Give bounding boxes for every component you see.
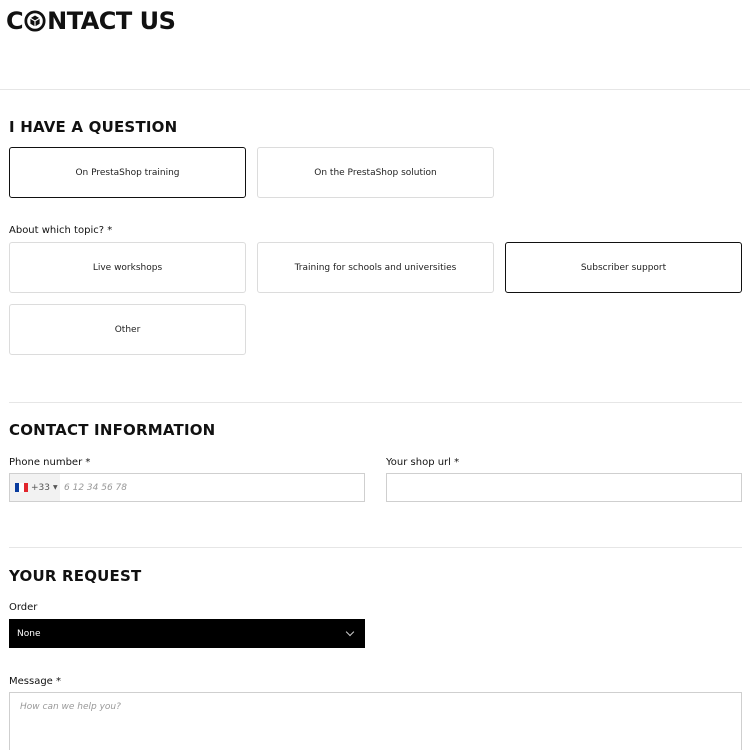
topic-label-text: Live workshops [92,262,163,273]
option-label: On PrestaShop training [75,167,180,178]
shop-url-input[interactable] [386,473,742,502]
topic-other[interactable] [9,304,246,355]
topic-label-text: Other [114,324,141,335]
section-divider [9,402,742,403]
message-label: Message * [9,676,62,687]
title-suffix: NTACT US [47,7,176,35]
phone-input[interactable] [60,474,364,501]
title-prefix: C [6,7,24,35]
france-flag-icon [15,483,28,492]
order-label: Order [9,602,38,613]
contact-heading: CONTACT INFORMATION [9,421,216,439]
topic-subscriber-support[interactable] [505,242,742,293]
topic-schools-universities[interactable] [257,242,494,293]
phone-field [9,473,365,502]
order-select[interactable] [9,619,365,648]
question-heading: I HAVE A QUESTION [9,118,178,136]
page-title [6,6,175,36]
topic-label: About which topic? * [9,225,113,236]
request-heading: YOUR REQUEST [9,567,142,585]
option-label: On the PrestaShop solution [314,167,437,178]
option-prestashop-training[interactable] [9,147,246,198]
section-divider [9,547,742,548]
message-textarea[interactable] [9,692,742,750]
chevron-down-icon [346,628,354,636]
phone-label: Phone number * [9,457,91,468]
country-code-selector[interactable] [10,474,60,501]
header-divider [0,89,750,90]
caret-down-icon: ▼ [53,484,58,491]
topic-label-text: Training for schools and universities [294,262,457,273]
topic-live-workshops[interactable] [9,242,246,293]
topic-label-text: Subscriber support [580,262,667,273]
country-code: +33 [31,482,50,493]
order-selected-value: None [17,628,41,639]
shop-url-label: Your shop url * [386,457,460,468]
box-logo-icon [24,10,46,32]
option-prestashop-solution[interactable] [257,147,494,198]
